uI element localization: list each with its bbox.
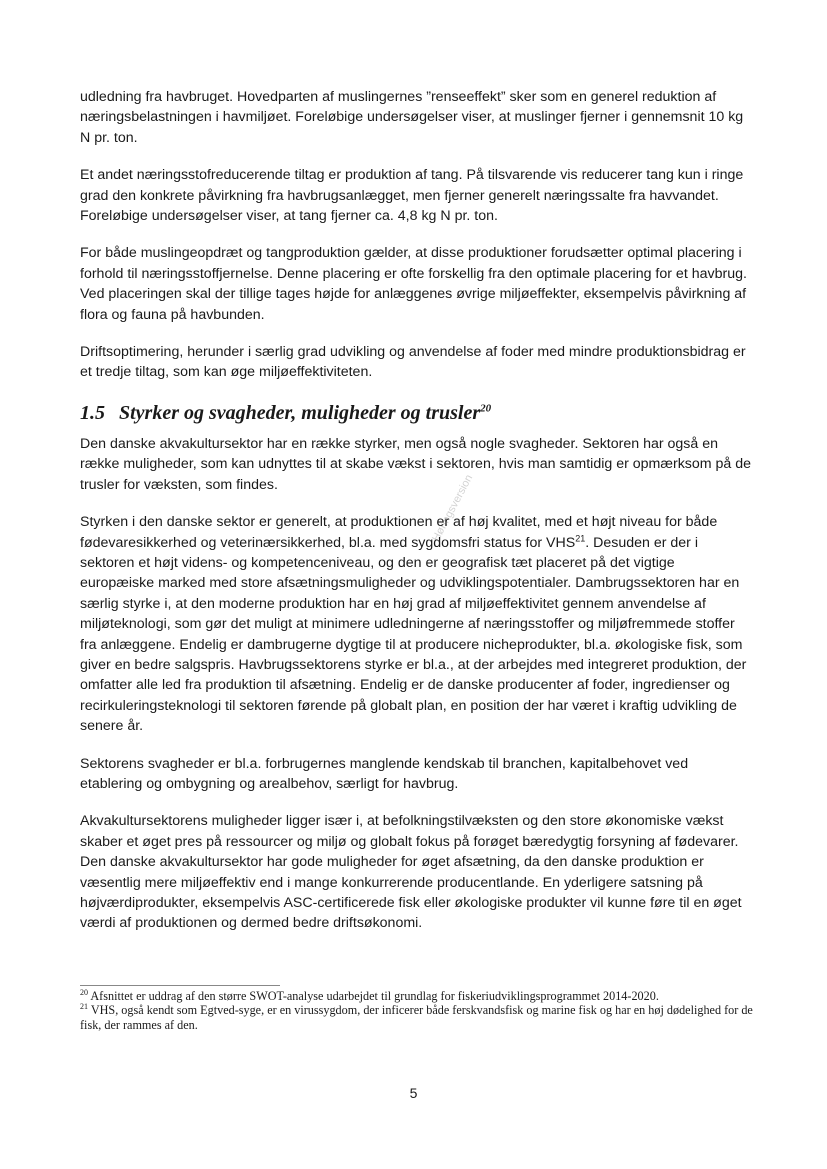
section-number: 1.5 (80, 401, 105, 424)
footnote-20-marker: 20 (80, 987, 88, 997)
section-title: Styrker og svagheder, muligheder og trusler (119, 401, 481, 424)
footnotes (80, 989, 760, 1032)
footnote-21 (80, 1003, 760, 1032)
footnote-ref-21: 21 (575, 532, 586, 543)
paragraph-mussel-cleaning: udledning fra havbruget. Hovedparten af muslingernes ”renseeffekt” sker som en generel reduktion af næringsbelastningen i havmiljøet. Foreløbige undersøgelser viser, at muslinger fjerner i gennemsnit 10 kg N pr. ton. (80, 89, 744, 146)
page-content (80, 87, 752, 951)
footnote-20 (80, 989, 760, 1003)
paragraph-operations: Driftsoptimering, herunder i særlig grad udvikling og anvendelse af foder med mindre produktionsbidrag er et tredje tiltag, som kan øge miljøeffektiviteten. (80, 344, 746, 381)
paragraph-placement: For både muslingeopdræt og tangproduktion gælder, at disse produktioner forudsætter optimal placering i forhold til næringsstoffjernelse. Denne placering er ofte forskellig fra den optimale placering for et havbrug. Ved placeringen skal der tillige tages højde for anlæggenes øvrige miljøeffekter, eksempelvis påvirkning af flora og fauna på havbunden. (80, 245, 747, 323)
page-number: 5 (409, 1085, 418, 1101)
paragraph-weaknesses: Sektorens svagheder er bl.a. forbrugernes manglende kendskab til branchen, kapitalbehovet ved etablering og ombygning og arealbehov, særligt for havbrug. (80, 755, 689, 792)
footnote-21-marker: 21 (80, 1002, 88, 1012)
footnote-ref-20: 20 (480, 402, 492, 415)
strengths-text-part2: . Desuden er der i sektoren et højt videns- og kompetenceniveau, og den er geografisk tæt placeret på det vigtige europæiske marked med store afsætningsmuligheder og udviklingspotentialer. Dambrugssektoren har en særlig styrke i, at den moderne produktion har en høj grad af miljøeffektivitet gennem anvendelse af miljøteknologi, som gør det muligt at minimere udledningerne af næringsstoffer og miljøfremmede stoffer fra anlæggene. Endelig er dambrugerne dygtige til at producere nicheprodukter, bl.a. økologiske fisk, som giver en bedre salgspris. Havbrugssektorens styrke er bl.a., at der arbejdes med integreret produktion, der omfatter alle led fra produktion til afsætning. Endelig er de danske producenter af foder, ingredienser og recirkuleringsteknologi til sektoren førende på globalt plan, en position der har været i kraftig udvikling de senere år. (80, 534, 747, 735)
footnote-20-text: Afsnittet er uddrag af den større SWOT-analyse udarbejdet til grundlag for fiskeriudviklingsprogrammet 2014-2020. (88, 989, 659, 1003)
paragraph-swot-intro: Den danske akvakultursektor har en række styrker, men også nogle svagheder. Sektoren har også en række muligheder, som kan udnyttes til at skabe vækst i sektoren, hvis man samtidig er opmærksom på de trusler for væksten, som findes. (80, 435, 752, 493)
watermark-text: Høringsversion (430, 472, 476, 544)
footnote-21-text: VHS, også kendt som Egtved-syge, er en virussygdom, der inficerer både ferskvandsfisk og marine fisk og har en høj dødelighed for de fisk, der rammes af den. (80, 1003, 753, 1032)
paragraph-strengths (80, 512, 752, 736)
footnote-separator (80, 985, 280, 986)
paragraph-seaweed: Et andet næringsstofreducerende tiltag er produktion af tang. På tilsvarende vis reducerer tang kun i ringe grad den konkrete påvirkning fra havbrugsanlægget, men fjerner generelt næringssalte fra havvandet. Foreløbige undersøgelser viser, at tang fjerner ca. 4,8 kg N pr. ton. (80, 167, 744, 225)
section-heading (80, 400, 752, 426)
strengths-text-part1: Styrken i den danske sektor er generelt, at produktionen er af høj kvalitet, med et højt niveau for både fødevaresikkerhed og veterinærsikkerhed, bl.a. med sygdomsfri status for VHS (80, 514, 718, 551)
paragraph-opportunities: Akvakultursektorens muligheder ligger især i, at befolkningstilvæksten og den store økonomiske vækst skaber et øget pres på ressourcer og miljø og globalt fokus på forøget bæredygtig forsyning af fødevarer. Den danske akvakultursektor har gode muligheder for øget afsætning, da den danske produktion er væsentlig mere miljøeffektiv end i mange konkurrerende producentlande. En yderligere satsning på højværdiprodukter, eksempelvis ASC-certificerede fisk eller økologiske produkter vil kunne føre til en øget værdi af produktionen og dermed bedre driftsøkonomi. (80, 813, 742, 932)
